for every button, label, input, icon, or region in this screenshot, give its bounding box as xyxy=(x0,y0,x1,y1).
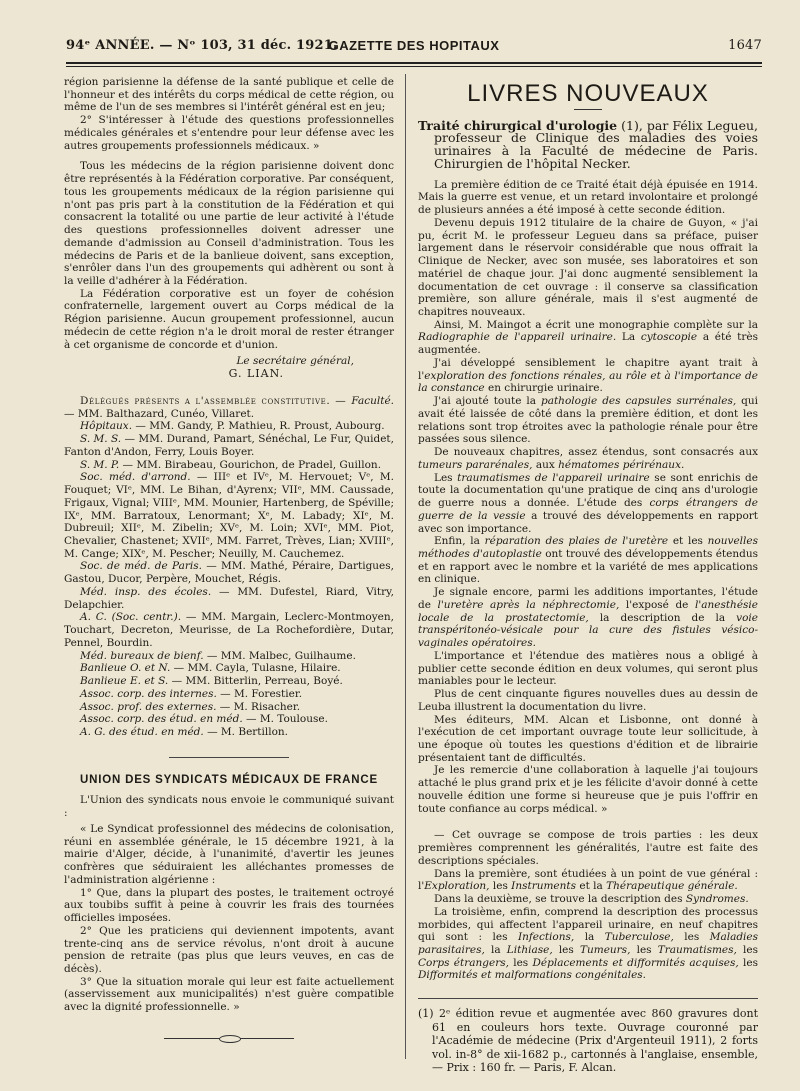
delegate-entry xyxy=(64,611,394,649)
delegate-group-label: Méd. insp. des écoles. xyxy=(80,585,212,598)
delegate-entry xyxy=(64,726,394,739)
review-paragraph: Dans la première, sont étudiées à un point de vue général : l'Exploration, les Instruments et la Thérapeutique générale. xyxy=(418,867,758,893)
review-paragraph: — Cet ouvrage se compose de trois parties : les deux premières comprennent les généralités, l'autre est faite des descriptions spéciales. xyxy=(418,829,758,867)
delegate-entry xyxy=(64,701,394,714)
delegate-group-label: Assoc. corp. des étud. en méd. xyxy=(80,713,243,726)
delegate-entry xyxy=(64,662,394,675)
review-paragraph: J'ai ajouté toute la pathologie des capsules surrénales, qui avait été laissée de côté dans la première édition, et dont les relations sont trop étroites avec la pathologie rénale pour être passées sous silence. xyxy=(418,395,758,446)
delegate-group-label: S. M. P. xyxy=(80,458,120,471)
book-title: Traité chirurgical d'urologie xyxy=(418,117,618,133)
delegate-entry xyxy=(64,433,394,458)
review-paragraph: La troisième, enfin, comprend la description des processus morbides, qui affectent l'appareil urinaire, en neuf chapitres qui sont : les Infections, la Tuberculose, les Maladies parasitaires, la Lithiase, les Tumeurs, les Traumatismes, les Corps étrangers, les Déplacements et difformités acquises, les Difformités et malformations congénitales. xyxy=(418,905,759,982)
review-paragraph: De nouveaux chapitres, assez étendus, sont consacrés aux tumeurs pararénales, aux hématomes périrénaux. xyxy=(418,446,758,471)
delegate-names: — MM. Margain, Leclerc-Montmoyen, Touchart, Decreton, Meurisse, de La Rochefordière, Dutar, Pennel, Bourdin. xyxy=(64,611,394,649)
header-rule xyxy=(66,62,762,64)
delegate-group-label: A. C. (Soc. centr.). xyxy=(80,611,182,624)
book-entry: Traité chirurgical d'urologie (1), par Félix Legueu, professeur de Clinique des maladies des voies urinaires à la Faculté de médecine de Paris. Chirurgien de l'hôpital Necker. xyxy=(418,117,758,171)
paragraph-federation: La Fédération corporative est un foyer de cohésion confraternelle, largement ouvert au Corps médical de la Région parisienne. Aucun groupement professionnel, aucun médecin de cette région n'a le droit moral de rester étranger à cet organisme de concorde et d'union. xyxy=(64,287,394,351)
delegate-names: — MM. Dufestel, Riard, Vitry, Delapchier. xyxy=(64,585,394,611)
left-column xyxy=(64,76,394,1039)
delegate-names: — MM. Gandy, P. Mathieu, R. Proust, Aubourg. xyxy=(132,420,385,433)
delegate-group-label: Méd. bureaux de bienf. xyxy=(80,649,204,662)
review-paragraph: J'ai développé sensiblement le chapitre ayant trait à l'exploration des fonctions rénales, au rôle et à l'importance de la constance en chirurgie urinaire. xyxy=(418,356,758,395)
review-paragraph: Je signale encore, parmi les additions importantes, l'étude de l'uretère après la néphrectomie, l'exposé de l'anesthésie locale de la prostatectomie, la description de la voie transpéritonéo-vésicale pour la cure des fistules vésico-vaginales opératoires. xyxy=(418,586,758,650)
signature-role: Le secrétaire général, xyxy=(236,355,354,368)
review-paragraph: Dans la deuxième, se trouve la description des Syndromes. xyxy=(434,893,749,906)
review-paragraph: Enfin, la réparation des plaies de l'uretère et les nouvelles méthodes d'autoplastie ont trouvé des développements étendus et en rapport avec le nombre et la variété de mes applications en clinique. xyxy=(418,535,759,586)
review-paragraph: Ainsi, M. Maingot a écrit une monographie complète sur la Radiographie de l'appareil urinaire. La cytoscopie a été très augmentée. xyxy=(418,318,758,357)
delegate-names: — MM. Cayla, Tulasne, Hilaire. xyxy=(170,662,341,675)
delegate-names: — M. Forestier. xyxy=(216,687,303,700)
delegate-group-label: A. G. des étud. en méd. xyxy=(80,725,204,738)
section-divider xyxy=(169,757,289,758)
delegate-group-label: Banlieue E. et S. xyxy=(80,675,169,688)
delegate-entry xyxy=(64,688,394,701)
delegate-entry xyxy=(64,420,394,433)
delegate-group-label: S. M. S. xyxy=(80,433,122,446)
delegate-entry xyxy=(64,713,394,726)
section-title-books: LIVRES NOUVEAUX xyxy=(467,80,709,107)
page-header xyxy=(66,36,762,58)
delegate-entry xyxy=(64,471,394,560)
union-point-1: 1° Que, dans la plupart des postes, le traitement octroyé aux toubibs suffit à peine à couvrir les frais des tournées officielles imposées. xyxy=(64,886,394,925)
delegate-names: — MM. Malbec, Guilhaume. xyxy=(203,649,356,662)
delegate-names: — IIIᵉ et IVᵉ, M. Hervouet; Vᵉ, M. Fouquet; VIᵉ, MM. Le Bihan, d'Ayrenx; VIIᵉ, MM. Caussade, Frigaux, Vignal; VIIIᵉ, MM. Mounier, Hartenberg, de Spéville; IXᵉ, MM. Barratoux, Lenormant; Xᵉ, M. Labady; XIᵉ, M. Dubreuil; XIIᵉ, M. Zibelin; XVᵉ, M. Loin; XVIᵉ, MM. Piot, Chevalier, Chastenet; XVIIᵉ, MM. Farret, Trèves, Lian; XVIIIᵉ, M. Cange; XIXᵉ, M. Pescher; Neuilly, M. Cauchemez. xyxy=(64,471,394,560)
delegate-names: — MM. Mathé, Péraire, Dartigues, Gastou, Ducor, Perpère, Mouchet, Régis. xyxy=(64,560,394,586)
page-number: 1647 xyxy=(728,38,762,53)
delegate-group-label: Banlieue O. et N. xyxy=(80,662,171,675)
delegate-names: — MM. Bitterlin, Perreau, Boyé. xyxy=(168,675,343,688)
footnote: (1) 2ᵉ édition revue et augmentée avec 860 gravures dont 61 en couleurs hors texte. Ouvrage couronné par l'Académie de médecine (Prix d'Argenteuil 1911), 2 forts vol. in-8° de xii-1682 p., cartonnés à l'anglaise, ensemble, — Prix : 160 fr. — Paris, F. Alcan. xyxy=(418,1007,758,1075)
union-section-title: UNION DES SYNDICATS MÉDICAUX DE FRANCE xyxy=(80,773,378,786)
union-point-2: 2° Que les praticiens qui deviennent impotents, avant trente-cinq ans de service révolus, n'ont droit à aucune pension de retraite (pas plus que leurs veuves, en cas de décès). xyxy=(64,924,394,975)
paragraph-tous: Tous les médecins de la région parisienne doivent donc être représentés à la Fédération corporative. Par conséquent, tous les groupements médicaux de la région parisienne qui n'ont pas pris part à la constitution de la Fédération et qui consacrent la totalité ou une partie de leur activité à l'étude des questions professionnelles doivent adresser une demande d'admission au Conseil d'administration. Tous les médecins de Paris et de la banlieue doivent, sans exception, s'enrôler dans l'un des groupements qui adhèrent ou sont à la veille d'adhérer à la Fédération. xyxy=(64,160,394,288)
review-paragraph: Je les remercie d'une collaboration à laquelle j'ai toujours attaché le plus grand prix et je les félicite d'avoir donné à cette nouvelle édition une forme si heureuse que je puis l'offrir en toute confiance au corps médical. » xyxy=(418,764,758,815)
point-2-paragraph: 2° S'intéresser à l'étude des questions professionnelles médicales générales et s'entendre pour leur défense avec les autres groupements professionnels médicaux. » xyxy=(64,114,394,152)
delegate-entry xyxy=(64,675,394,688)
delegate-group-label: Assoc. corp. des internes. xyxy=(80,687,217,700)
end-ornament xyxy=(164,1038,294,1039)
union-quote: « Le Syndicat professionnel des médecins de colonisation, réuni en assemblée générale, le 15 décembre 1921, à la mairie d'Alger, décide, à l'unanimité, d'avertir les jeunes confrères que séduiraient les alléchantes promesses de l'administration algérienne : xyxy=(64,822,394,886)
union-intro: L'Union des syndicats nous envoie le communiqué suivant : xyxy=(64,794,394,820)
review-paragraph: Plus de cent cinquante figures nouvelles dues au dessin de Leuba illustrent la documentation du livre. xyxy=(418,688,758,713)
delegates-heading: Délégués présents a l'assemblée constitutive. — Faculté. — MM. Balthazard, Cunéo, Villaret. xyxy=(64,394,394,420)
review-paragraph: Devenu depuis 1912 titulaire de la chaire de Guyon, « j'ai pu, écrit M. le professeur Legueu dans sa préface, puiser largement dans le réservoir considérable que nous offrait la Clinique de Necker, avec son musée, ses laboratoires et son matériel de chaque jour. J'ai donc augmenté sensiblement la documentation de cet ouvrage : il conserve sa classification première, son allure générale, mais il s'est augmenté de chapitres nouveaux. xyxy=(418,216,758,319)
signature-name: G. LIAN. xyxy=(228,367,284,381)
delegate-entry xyxy=(64,650,394,663)
right-column xyxy=(418,76,758,1075)
delegate-list xyxy=(64,420,394,738)
title-dash xyxy=(574,109,602,110)
journal-title: GAZETTE DES HOPITAUX xyxy=(328,38,500,53)
review-paragraph: Les traumatismes de l'appareil urinaire se sont enrichis de toute la documentation qu'une pratique de cinq ans d'urologie de guerre nous a donnée. L'étude des corps étrangers de guerre de la vessie a trouvé des développements en rapport avec son importance. xyxy=(418,471,758,535)
delegate-entry xyxy=(64,586,394,611)
delegate-names: — MM. Birabeau, Gourichon, de Pradel, Guillon. xyxy=(119,458,382,471)
review-paragraph: Mes éditeurs, MM. Alcan et Lisbonne, ont donné à l'exécution de cet important ouvrage toute leur sollicitude, à une époque où toutes les questions d'édition et de librairie présentaient tant de difficultés. xyxy=(418,713,758,764)
review-paragraph: L'importance et l'étendue des matières nous a obligé à publier cette seconde édition en deux volumes, qui seront plus maniables pour le lecteur. xyxy=(418,649,758,688)
footnote-rule xyxy=(418,998,758,999)
delegate-names: — M. Bertillon. xyxy=(203,725,289,738)
delegate-entry xyxy=(64,459,394,472)
union-point-3: 3° Que la situation morale qui leur est faite actuellement (asservissement aux municipalités) n'est guère compatible avec la dignité professionnelle. » xyxy=(64,975,394,1014)
delegate-group-label: Soc. méd. d'arrond. xyxy=(80,471,191,484)
delegate-group-label: Soc. de méd. de Paris. xyxy=(80,560,202,573)
column-divider xyxy=(405,74,406,1059)
intro-paragraph: région parisienne la défense de la santé publique et celle de l'honneur et des intérêts du corps médical de cette région, ou même de l'un de ses membres si l'intérêt général est en jeu; xyxy=(64,76,394,114)
delegate-names: — M. Risacher. xyxy=(216,700,301,713)
delegate-names: — M. Toulouse. xyxy=(242,713,328,726)
issue-info: 94ᵉ ANNÉE. — Nᵒ 103, 31 déc. 1921. xyxy=(66,38,338,53)
delegate-entry xyxy=(64,560,394,585)
delegate-names: — MM. Durand, Pamart, Sénéchal, Le Fur, Quidet, Fanton d'Andon, Ferry, Louis Boyer. xyxy=(64,433,394,458)
delegate-group-label: Assoc. prof. des externes. xyxy=(80,700,217,713)
review-paragraph: La première édition de ce Traité était déjà épuisée en 1914. Mais la guerre est venue, et un retard involontaire et prolongé de plusieurs années a été imposé à cette seconde édition. xyxy=(418,178,758,217)
header-rule-thin xyxy=(66,66,762,67)
delegate-group-label: Hôpitaux. xyxy=(80,420,133,433)
